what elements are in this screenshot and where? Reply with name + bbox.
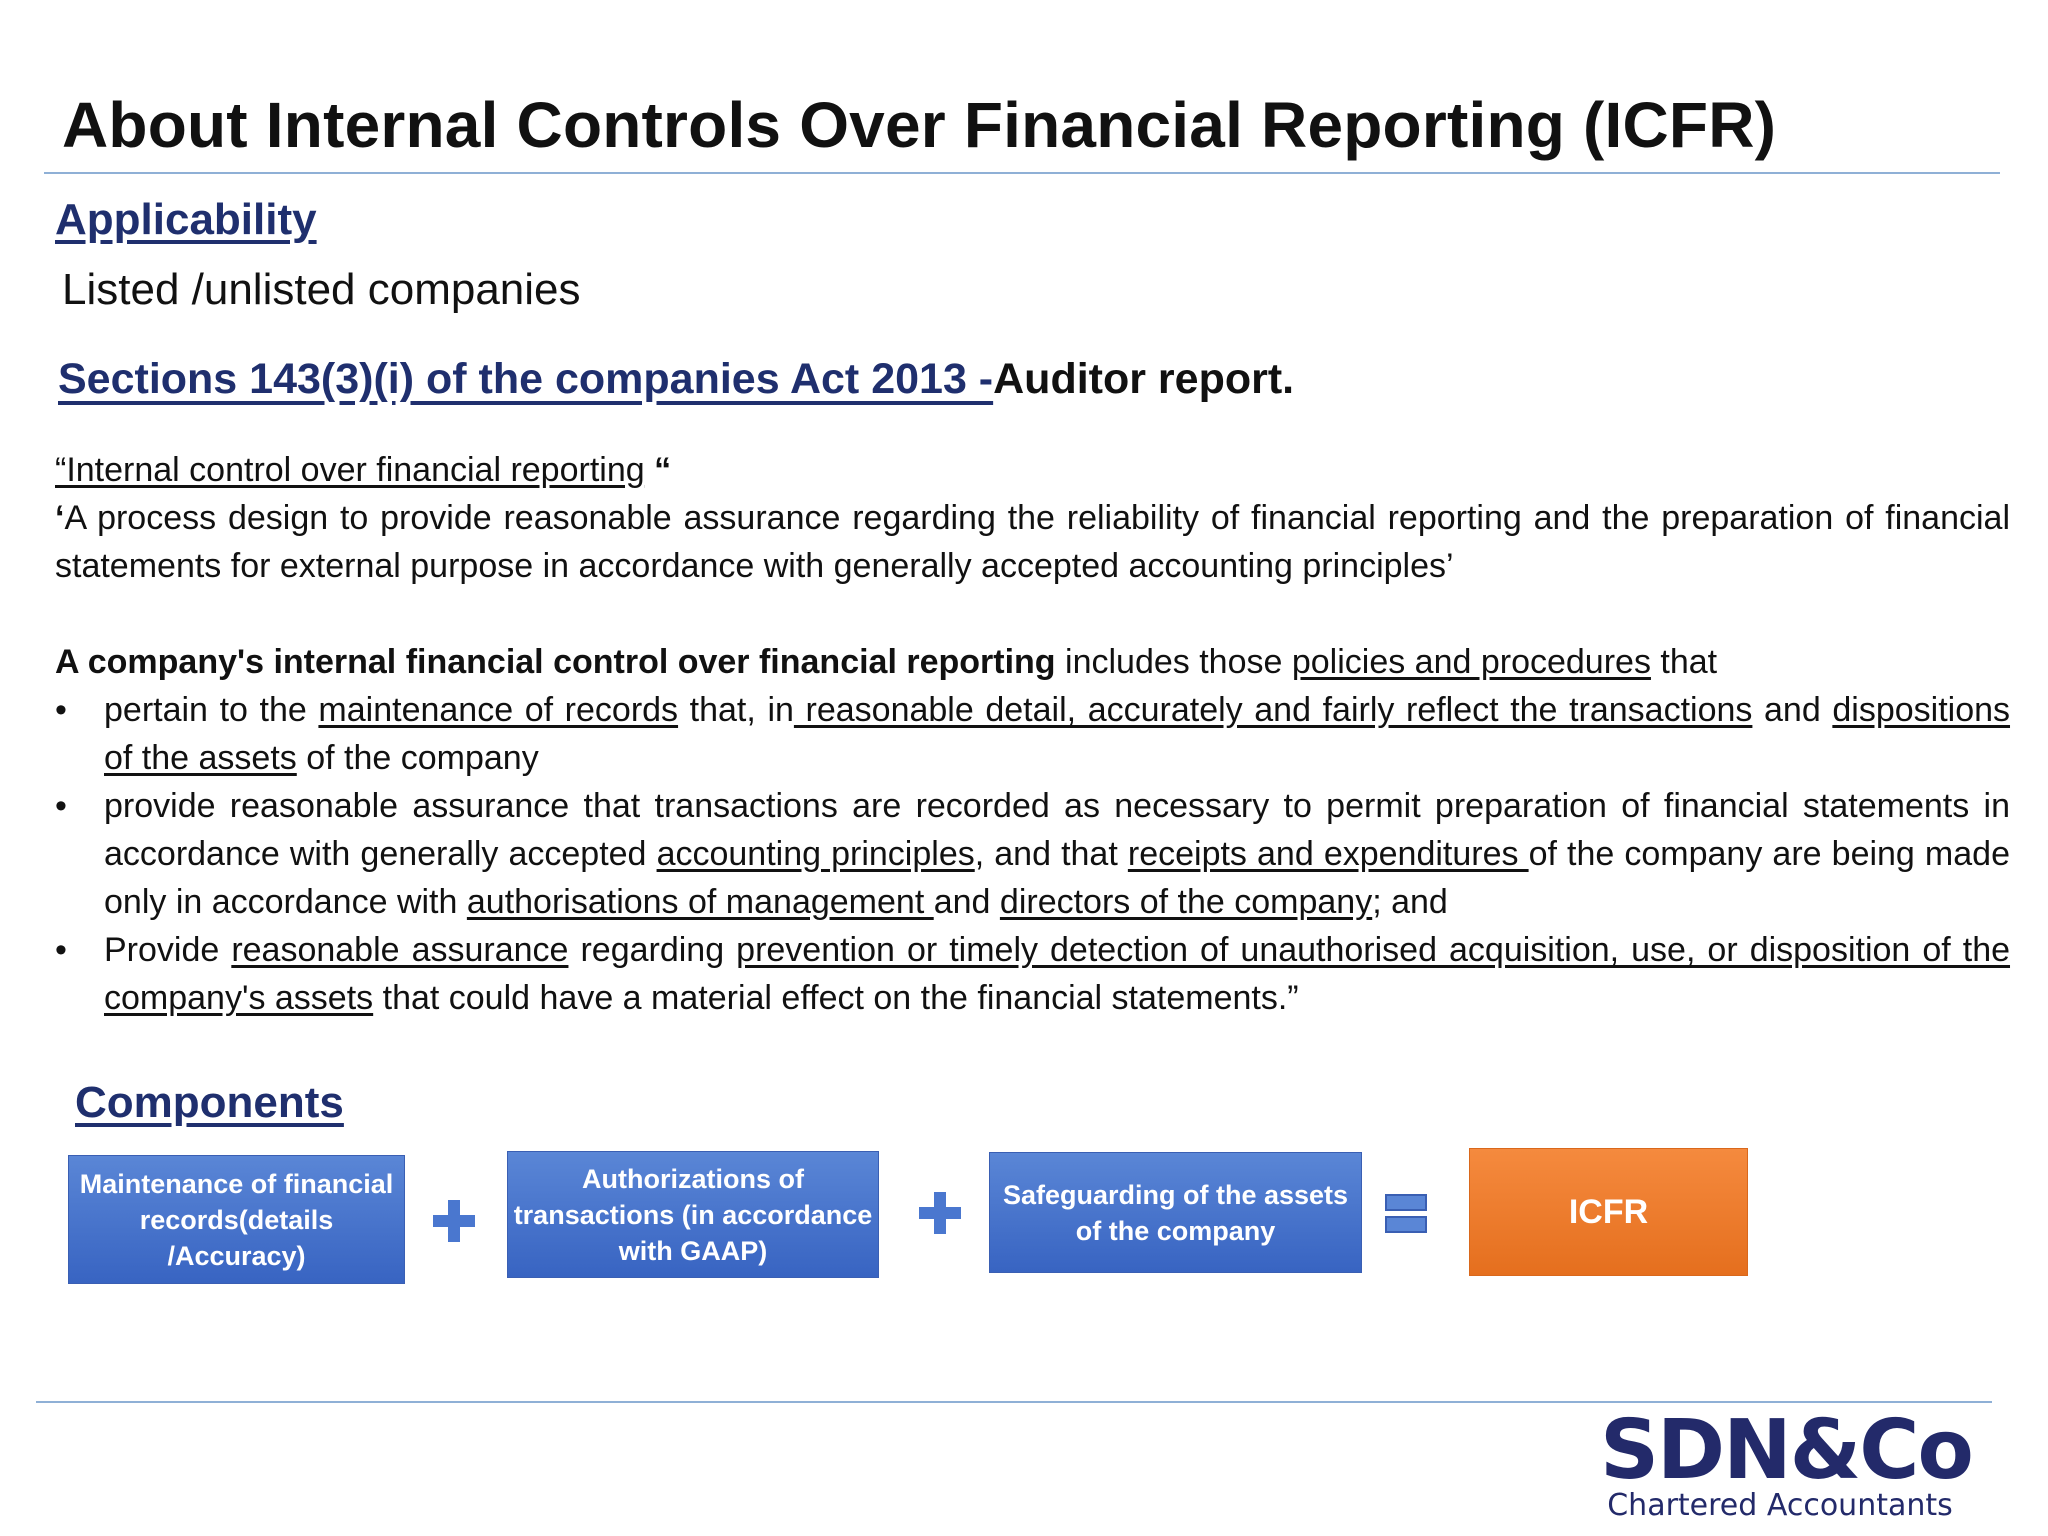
company-logo xyxy=(1600,1403,1972,1523)
bullet-icon: • xyxy=(55,787,67,825)
component-box-records: Maintenance of financial records(details /Accuracy) xyxy=(68,1155,405,1284)
equals-icon xyxy=(1385,1194,1427,1234)
component-box-safeguarding: Safeguarding of the assets of the company xyxy=(989,1152,1362,1273)
list-item: • pertain to the maintenance of records that, in reasonable detail, accurately and fairly reflect the transactions and dispositions of the assets of the company xyxy=(55,686,2010,782)
control-bullet-list xyxy=(55,686,2010,1022)
bullet-icon: • xyxy=(55,931,67,969)
definition-quote-open: ‘ xyxy=(55,499,65,537)
component-box-icfr: ICFR xyxy=(1469,1148,1748,1276)
definition-term-line xyxy=(55,446,2010,494)
plus-icon xyxy=(433,1200,475,1242)
bullet-icon: • xyxy=(55,691,67,729)
company-control-lead-mid: includes those xyxy=(1055,643,1292,681)
policies-procedures: policies and procedures xyxy=(1291,643,1651,681)
plus-icon xyxy=(919,1192,961,1234)
company-control-lead-end: that xyxy=(1650,643,1718,681)
definition-term: “Internal control over financial reporting xyxy=(55,451,645,489)
list-item: • Provide reasonable assurance regarding prevention or timely detection of unauthorised acquisition, use, or disposition of the company's assets that could have a material effect on the financial statements.” xyxy=(55,926,2010,1022)
definition-body: A process design to provide reasonable assurance regarding the reliability of financial reporting and the preparation of financial statements for external purpose in accordance with generally accepted accounting principles’ xyxy=(55,499,2010,585)
applicability-heading: Applicability xyxy=(55,195,317,244)
definition-block xyxy=(55,446,2010,1022)
logo-sub-text: Chartered Accountants xyxy=(1607,1488,1953,1523)
title-divider xyxy=(44,172,2000,174)
company-control-lead xyxy=(55,638,2010,686)
page-title: About Internal Controls Over Financial Reporting (ICFR) xyxy=(62,89,1777,161)
definition-term-close: “ xyxy=(644,451,672,489)
sections-reference-link: Sections 143(3)(i) of the companies Act 2013 - xyxy=(58,355,994,403)
logo-main-text: SDN&Co xyxy=(1600,1403,1972,1498)
sections-reference-suffix: Auditor report. xyxy=(993,355,1295,403)
components-heading: Components xyxy=(75,1078,344,1127)
applicability-value: Listed /unlisted companies xyxy=(62,265,581,314)
sections-reference xyxy=(58,355,1294,404)
company-control-lead-bold: A company's internal financial control over financial reporting xyxy=(55,643,1056,681)
definition-text xyxy=(55,494,2010,590)
component-box-authorizations: Authorizations of transactions (in accordance with GAAP) xyxy=(507,1151,879,1278)
list-item: • provide reasonable assurance that transactions are recorded as necessary to permit preparation of financial statements in accordance with generally accepted accounting principles, and that receipts and expenditures of the company are being made only in accordance with authorisations of management and directors of the company; and xyxy=(55,782,2010,926)
